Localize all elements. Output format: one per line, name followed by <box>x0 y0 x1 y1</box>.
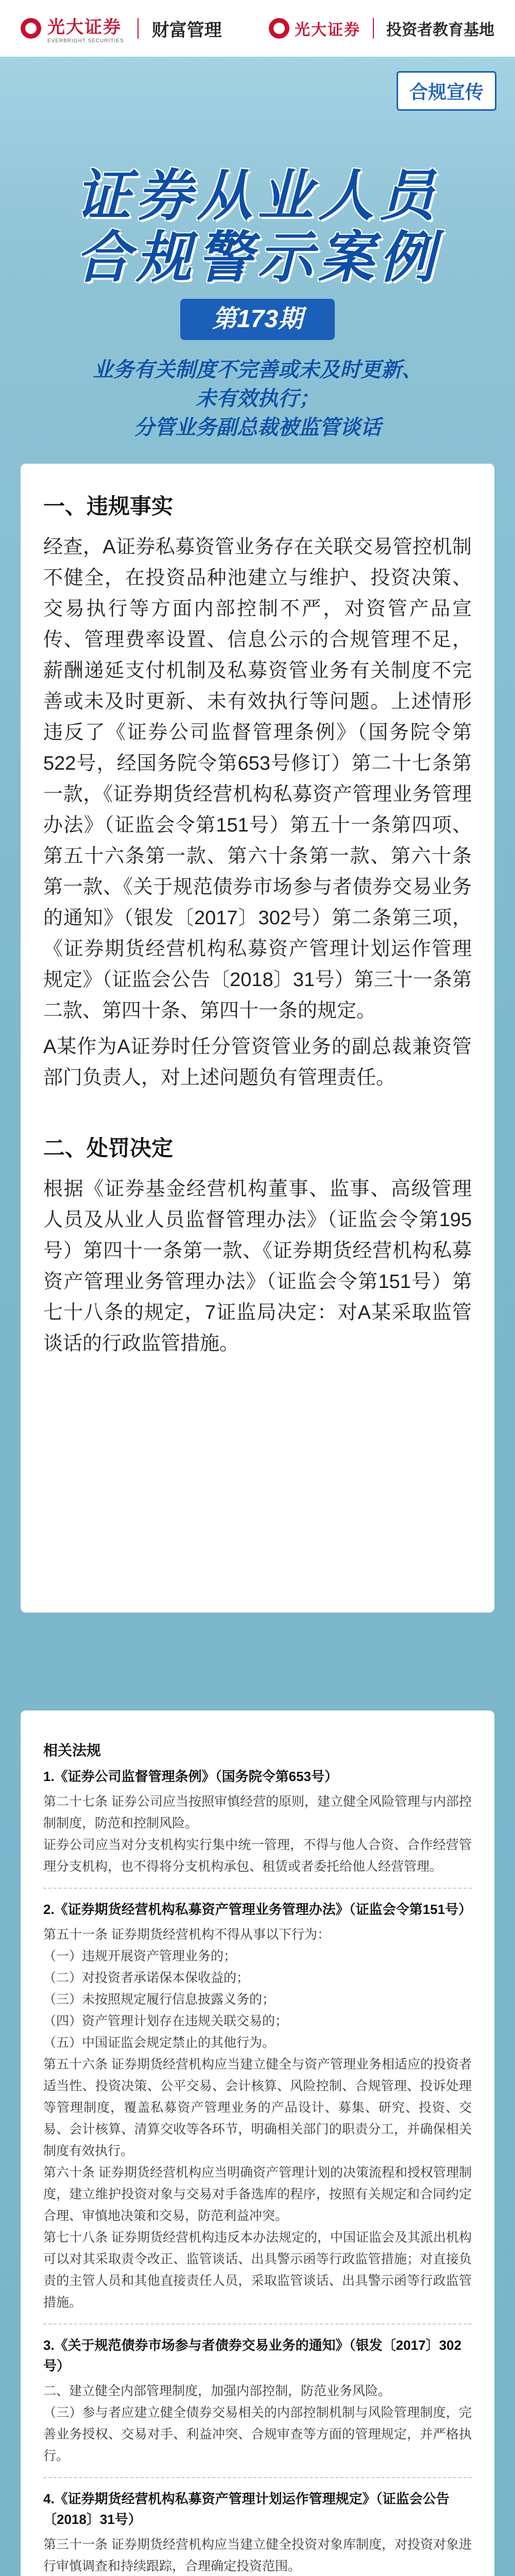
brand-name-block <box>47 13 124 44</box>
subtitle-line: 分管业务副总裁被监管谈话 <box>134 416 381 439</box>
law-paragraph: 证券公司应当对分支机构实行集中统一管理，不得与他人合资、合作经营管理分支机构，也不得将分支机构承包、租赁或者委托给他人经营管理。 <box>43 1838 472 1874</box>
hero-subtitle <box>0 355 515 442</box>
law-title: 3.《关于规范债券市场参与者债券交易业务的通知》（银发〔2017〕302号） <box>43 2337 461 2374</box>
spacer <box>43 1098 472 1126</box>
law-paragraph: （二）对投资者承诺保本保收益的； <box>43 1971 250 1985</box>
subtitle-line: 业务有关制度不完善或未及时更新、 <box>93 359 422 381</box>
law-paragraph: 第五十一条 证券期货经营机构不得从事以下行为： <box>43 1927 330 1942</box>
column-name-left: 财富管理 <box>151 20 222 40</box>
law-title: 1.《证券公司监督管理条例》（国务院令第653号） <box>43 1769 338 1784</box>
column-name-right: 投资者教育基地 <box>386 22 494 39</box>
law-paragraph: （三）参与者应建立健全债券交易相关的内部控制机制与风险管理制度，完善业务授权、交易对手、利益冲突、合规审查等方面的管理规定，并严格执行。 <box>43 2405 472 2463</box>
laws-heading: 相关法规 <box>43 1742 101 1758</box>
brand-left <box>21 13 222 44</box>
decision-heading: 二、处罚决定 <box>43 1136 174 1160</box>
law-paragraph: 第二十七条 证券公司应当按照审慎经营的原则，建立健全风险管理与内部控制制度，防范和控制风险。 <box>43 1794 472 1831</box>
brand-name-en: EVERBRIGHT SECURITIES <box>47 38 124 44</box>
law-paragraph: （四）资产管理计划存在违规关联交易的； <box>43 2014 288 2028</box>
law-separator <box>43 1888 472 1889</box>
brand-name: 光大证券 <box>47 18 122 37</box>
violation-paragraph: 经查，A证券私募资管业务存在关联交易管控机制不健全，在投资品种池建立与维护、投资决策、交易执行等方面内部控制不严，对资管产品宣传、管理费率设置、信息公示的合规管理不足，薪酬递延支付机制及私募资管业务有关制度不完善或未及时更新、未有效执行等问题。上述情形违反了《证券公司监督管理条例》（国务院令第522号，经国务院令第653号修订）第二十七条第一款，《证券期货经营机构私募资产管理业务管理办法》（证监会令第151号）第五十一条第四项、第五十六条第一款、第六十条第一款、第六十条第一款、《关于规范债券市场参与者债券交易业务的通知》（银发〔2017〕302号）第二条第三项，《证券期货经营机构私募资产管理计划运作管理规定》（证监会公告〔2018〕31号）第三十一条第二款、第四十条、第四十一条的规定。 <box>43 536 472 1022</box>
law-paragraph: 二、建立健全内部管理制度，加强内部控制，防范业务风险。 <box>43 2384 391 2398</box>
issue-badge: 第173期 <box>180 299 335 340</box>
hero-title-line2: 合规警示案例 <box>75 226 440 289</box>
law-paragraph: 第六十条 证券期货经营机构应当明确资产管理计划的决策流程和授权管理制度，建立维护投资对象与交易对手备选库的程序，按照有关规定和合同约定合理、审慎地决策和交易，防范利益冲突。 <box>43 2165 472 2223</box>
laws-card <box>21 1710 494 2576</box>
law-paragraph: （五）中国证监会规定禁止的其他行为。 <box>43 2036 276 2050</box>
header-bar <box>0 0 515 57</box>
law-paragraph: （三）未按照规定履行信息披露义务的； <box>43 1992 276 2007</box>
law-paragraph: （一）违规开展资产管理业务的； <box>43 1949 237 1963</box>
decision-paragraph: 根据《证券基金经营机构董事、监事、高级管理人员及从业人员监督管理办法》（证监会令第195号）第四十一条第一款、《证券期货经营机构私募资产管理业务管理办法》（证监会令第151号）第七十八条的规定，7证监局决定：对A某采取监管谈话的行政监管措施。 <box>43 1178 472 1354</box>
brand-logo-icon <box>21 18 41 39</box>
category-tag: 合规宣传 <box>397 71 496 111</box>
brand-divider <box>373 18 374 39</box>
brand-divider <box>138 18 139 39</box>
law-paragraph: 第五十六条 证券期货经营机构应当建立健全与资产管理业务相适应的投资者适当性、投资决策、公平交易、会计核算、风险控制、合规管理、投诉处理等管理制度，覆盖私募资产管理业务的产品设计、募集、研究、投资、交易、会计核算、清算交收等各环节，明确相关部门的职责分工，并确保相关制度有效执行。 <box>43 2057 472 2158</box>
hero-title <box>0 165 515 289</box>
laws-list <box>43 1766 472 2576</box>
brand-logo-icon <box>269 18 289 39</box>
hero <box>0 57 515 439</box>
law-paragraph: 第三十一条 证券期货经营机构应当建立健全投资对象库制度，对投资对象进行审慎调查和持续跟踪，合理确定投资范围。 <box>43 2537 472 2573</box>
law-title: 2.《证券期货经营机构私募资产管理业务管理办法》（证监会令第151号） <box>43 1902 472 1917</box>
law-paragraph: 第七十八条 证券期货经营机构违反本办法规定的，中国证监会及其派出机构可以对其采取责令改正、监管谈话、出具警示函等行政监管措施；对直接负责的主管人员和其他直接责任人员，采取监管谈话、出具警示函等行政监管措施。 <box>43 2230 472 2310</box>
brand-name-right: 光大证券 <box>295 22 360 39</box>
law-title: 4.《证券期货经营机构私募资产管理计划运作管理规定》（证监会公告〔2018〕31号） <box>43 2491 450 2527</box>
brand-right <box>269 17 494 40</box>
violation-paragraph: A某作为A证券时任分管资管业务的副总裁兼资管部门负责人，对上述问题负有管理责任。 <box>43 1036 472 1089</box>
violation-heading: 一、违规事实 <box>43 494 174 518</box>
case-card <box>21 464 494 1613</box>
law-separator <box>43 2477 472 2478</box>
subtitle-line: 未有效执行； <box>196 387 319 410</box>
law-separator <box>43 2324 472 2325</box>
hero-title-line1: 证券从业人员 <box>75 164 440 227</box>
